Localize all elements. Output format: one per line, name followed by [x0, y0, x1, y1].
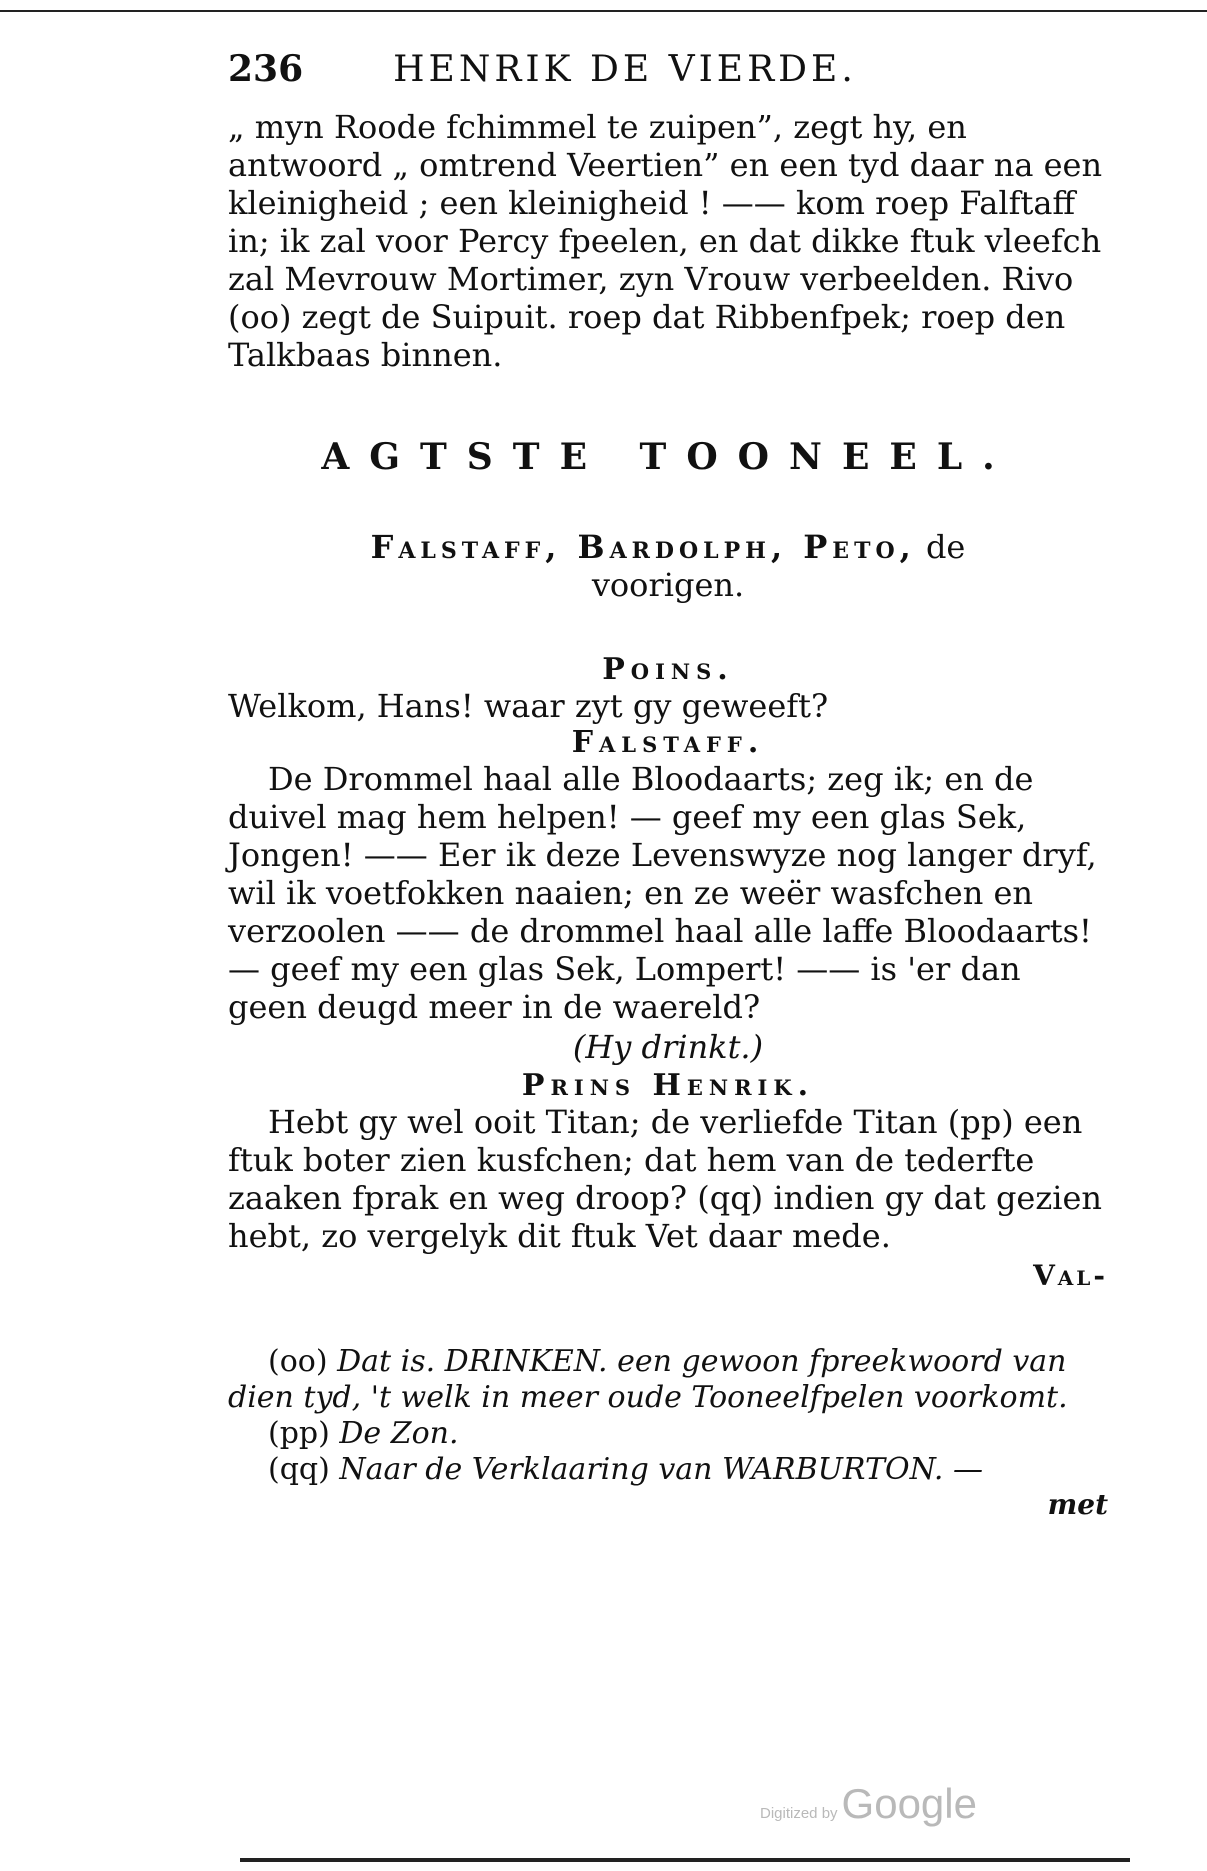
- footnote-text: Naar de Verklaaring van WARBURTON. —: [339, 1452, 983, 1487]
- footnotes: [228, 1344, 1108, 1521]
- speech-poins: Welkom, Hans! waar zyt gy geweeft?: [228, 687, 829, 725]
- catchword-bottom: met: [1047, 1488, 1108, 1521]
- footnote-text: Dat is. DRINKEN. een gewoon fpreekwoord van dien tyd, 't welk in meer oude Tooneelfpelen voorkomt.: [228, 1344, 1068, 1415]
- watermark-digitized-by: Digitized by: [760, 1805, 838, 1822]
- cast-list: [228, 528, 1108, 604]
- speaker-falstaff: Falstaff.: [571, 725, 765, 760]
- speech-prins-henrik: Hebt gy wel ooit Titan; de verliefde Titan (pp) een ftuk boter zien kusfchen; dat hem van de tederfte zaaken fprak en weg droop? (qq) indien gy dat gezien hebt, zo vergelyk dit ftuk Vet daar mede.: [228, 1103, 1102, 1255]
- page-header: [228, 48, 1108, 90]
- top-rule: [0, 10, 1207, 12]
- cast-names: Falstaff, Bardolph, Peto,: [370, 528, 916, 566]
- footnote-mark: (pp): [268, 1416, 330, 1451]
- opening-paragraph: „ myn Roode fchimmel te zuipen”, zegt hy, en antwoord „ omtrend Veertien” en een tyd daar na een kleinigheid ; een kleinigheid ! —— kom roep Falftaff in; ik zal voor Percy fpeelen, en dat dikke ftuk vleefch zal Mevrouw Mortimer, zyn Vrouw verbeelden. Rivo (oo) zegt de Suipuit. roep dat Ribbenfpek; roep den Talkbaas binnen.: [228, 108, 1103, 374]
- page-number: 236: [228, 48, 304, 90]
- catchword: Val-: [1033, 1259, 1108, 1292]
- footnote-mark: (oo): [268, 1344, 328, 1379]
- book-page: [228, 48, 1108, 1521]
- bottom-rule: [240, 1858, 1130, 1862]
- watermark-brand-logo: Google: [841, 1780, 977, 1827]
- stage-direction: (Hy drinkt.): [572, 1028, 764, 1066]
- cast-rest-2: voorigen.: [591, 566, 745, 604]
- scene-title: AGTSTE TOONEEL.: [321, 436, 1015, 478]
- running-title: HENRIK DE VIERDE.: [393, 49, 857, 90]
- digitized-watermark: [760, 1780, 977, 1828]
- footnote-text: De Zon.: [339, 1416, 459, 1451]
- footnote-qq: [228, 1452, 1108, 1488]
- speaker-poins: Poins.: [602, 652, 734, 687]
- footnote-mark: (qq): [268, 1452, 330, 1487]
- footnote-oo: [228, 1344, 1108, 1416]
- speech-falstaff: De Drommel haal alle Bloodaarts; zeg ik; en de duivel mag hem helpen! — geef my een glas Sek, Jongen! —— Eer ik deze Levenswyze nog langer dryf, wil ik voetfokken naaien; en ze weër wasfchen en verzoolen —— de drommel haal alle laffe Bloodaarts! — geef my een glas Sek, Lompert! —— is 'er dan geen deugd meer in de waereld?: [228, 760, 1097, 1026]
- footnote-pp: [228, 1416, 1108, 1452]
- speaker-prins-henrik: Prins Henrik.: [521, 1068, 815, 1103]
- cast-rest-1: de: [925, 528, 966, 566]
